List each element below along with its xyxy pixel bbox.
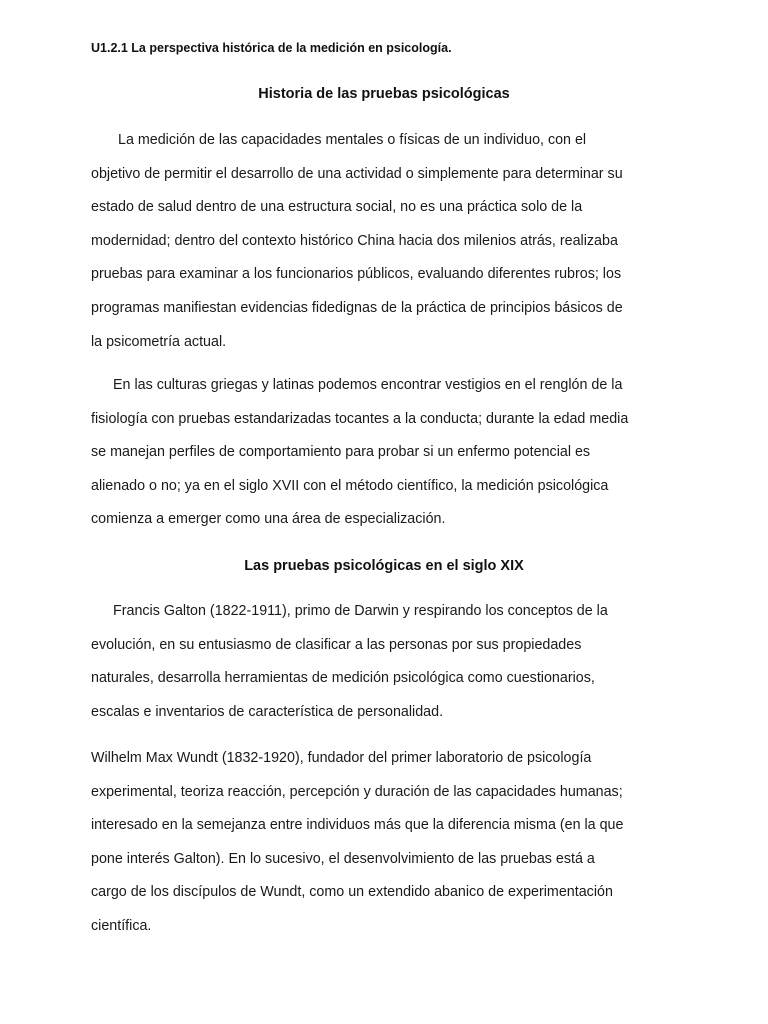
paragraph-line: pone interés Galton). En lo sucesivo, el desenvolvimiento de las pruebas está a <box>91 850 595 867</box>
paragraph-line: experimental, teoriza reacción, percepción y duración de las capacidades humanas; <box>91 783 623 800</box>
heading-nineteenth-century: Las pruebas psicológicas en el siglo XIX <box>244 558 524 574</box>
paragraph-4 <box>91 742 691 944</box>
paragraph-line: se manejan perfiles de comportamiento para probar si un enfermo potencial es <box>91 444 591 461</box>
paragraph-line: objetivo de permitir el desarrollo de una actividad o simplemente para determinar su <box>91 165 623 182</box>
paragraph-line: programas manifiestan evidencias fidedignas de la práctica de principios básicos de <box>91 299 623 316</box>
paragraph-2 <box>91 369 691 537</box>
paragraph-line: evolución, en su entusiasmo de clasificar a las personas por sus propiedades <box>91 636 582 653</box>
paragraph-line: Francis Galton (1822-1911), primo de Darwin y respirando los conceptos de la <box>113 603 608 619</box>
paragraph-1 <box>91 124 691 359</box>
paragraph-line: la psicometría actual. <box>91 333 227 350</box>
paragraph-line: modernidad; dentro del contexto histórico China hacia dos milenios atrás, realizaba <box>91 232 618 249</box>
paragraph-line: escalas e inventarios de característica de personalidad. <box>91 703 444 720</box>
paragraph-line: estado de salud dentro de una estructura social, no es una práctica solo de la <box>91 199 583 216</box>
paragraph-line: alienado o no; ya en el siglo XVII con el método científico, la medición psicológica <box>91 477 609 494</box>
paragraph-line: La medición de las capacidades mentales o físicas de un individuo, con el <box>118 132 587 148</box>
paragraph-line: científica. <box>91 917 152 934</box>
paragraph-line: naturales, desarrolla herramientas de medición psicológica como cuestionarios, <box>91 670 595 687</box>
paragraph-line: fisiología con pruebas estandarizadas tocantes a la conducta; durante la edad media <box>91 410 629 427</box>
paragraph-line: En las culturas griegas y latinas podemos encontrar vestigios en el renglón de la <box>113 377 623 393</box>
paragraph-line: cargo de los discípulos de Wundt, como un extendido abanico de experimentación <box>91 884 613 901</box>
paragraph-line: pruebas para examinar a los funcionarios públicos, evaluando diferentes rubros; los <box>91 266 622 283</box>
paragraph-3 <box>91 595 691 729</box>
paragraph-line: comienza a emerger como una área de especialización. <box>91 511 446 528</box>
heading-history: Historia de las pruebas psicológicas <box>258 86 510 102</box>
paragraph-line: Wilhelm Max Wundt (1832-1920), fundador del primer laboratorio de psicología <box>91 750 592 766</box>
paragraph-line: interesado en la semejanza entre individuos más que la diferencia misma (en la que <box>91 817 624 834</box>
section-reference: U1.2.1 La perspectiva histórica de la medición en psicología. <box>91 41 452 55</box>
